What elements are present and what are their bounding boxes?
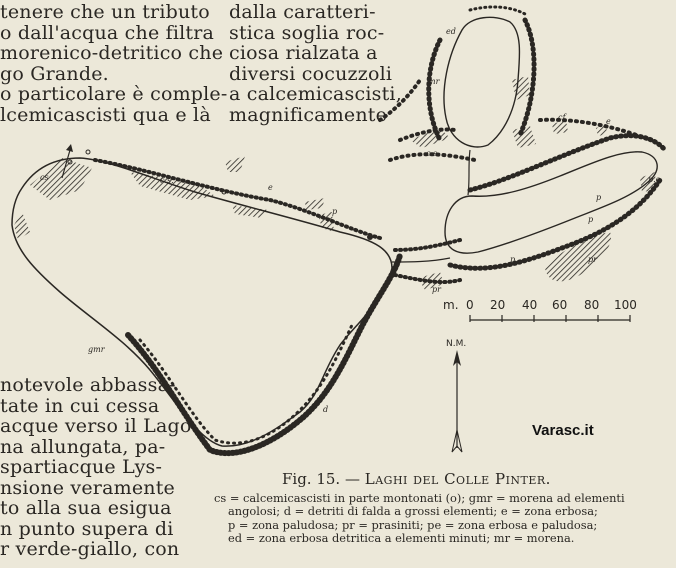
- scale-unit: m.: [443, 298, 459, 312]
- map-label: p: [596, 193, 602, 202]
- north-label: N.M.: [446, 339, 467, 349]
- text-line: magnificamente: [229, 103, 388, 126]
- scale-tick-label: 0: [466, 298, 474, 312]
- figure-caption: [282, 470, 551, 488]
- lake-upper-shoreline: [444, 17, 520, 147]
- scale-tick-label: 100: [614, 298, 637, 312]
- calcschist-hatch-mid2: [305, 198, 325, 210]
- scale-tick-label: 80: [584, 298, 600, 312]
- map-label: c.s.: [426, 149, 440, 158]
- text-line: o particolare è comple-: [0, 83, 228, 105]
- calcschist-hatch-small: [225, 156, 245, 172]
- north-arrow-icon: [452, 350, 462, 452]
- text-line: spartiacque Lys-: [0, 456, 163, 478]
- montonato-mark: [86, 150, 90, 154]
- map-label: gmr: [88, 345, 105, 354]
- map-label: p: [588, 215, 594, 224]
- legend-line: angolosi; d = detriti di falda a grossi elementi; e = zona erbosa;: [228, 504, 598, 519]
- text-line: na allungata, pa-: [0, 435, 166, 458]
- text-line: tate in cui cessa: [0, 394, 160, 417]
- figure-legend: [214, 492, 664, 546]
- map-label: d: [323, 405, 329, 414]
- watermark: Varasc.it: [532, 422, 594, 439]
- text-line: ciosa rialzata a: [229, 42, 378, 64]
- calcschist-hatch-cf: [552, 120, 568, 134]
- map-label: c.s.: [160, 176, 174, 185]
- lake-right-shoreline: [445, 152, 657, 253]
- calcschist-hatch-upper-right: [512, 76, 530, 100]
- scale-tick-label: 60: [552, 298, 568, 312]
- moraine-dots-big-lake: [128, 255, 400, 453]
- upper-lake-dots-top: [470, 7, 525, 14]
- montonato-mark: [367, 234, 373, 240]
- text-line: acque verso il Lago: [0, 415, 192, 437]
- map-label: e: [606, 117, 611, 126]
- map-label: mr: [428, 77, 440, 86]
- upper-lake-dots-left: [429, 40, 440, 140]
- map-label: pr: [588, 255, 597, 264]
- calcschist-hatch-central: [512, 126, 536, 148]
- moraine-dots-big-lake-inner: [140, 325, 352, 443]
- map-label: p: [510, 255, 516, 264]
- text-line: nsione veramente: [0, 476, 175, 499]
- lake-grande-shoreline: [12, 158, 392, 446]
- map-label: ed: [446, 27, 456, 36]
- prasinite-hatch-lower-right: [545, 232, 611, 281]
- legend-line: cs = calcemicascisti in parte montonati (o); gmr = morena ad elementi: [214, 491, 625, 505]
- text-line: a calcemicascisti,: [229, 83, 402, 105]
- right-lake-dots-upper: [470, 136, 665, 190]
- calcschist-hatch-edge: [14, 212, 30, 240]
- map-label: p.e: [648, 175, 661, 184]
- map-label: e: [268, 183, 273, 192]
- text-line: o dall'acqua che filtra: [0, 21, 215, 44]
- text-line: tenere che un tributo: [0, 1, 210, 23]
- legend-line: ed = zona erbosa detritica a elementi minuti; mr = morena.: [228, 531, 575, 546]
- figure-title: Laghi del Colle Pinter.: [364, 470, 551, 488]
- text-line: go Grande.: [0, 62, 109, 85]
- text-line: stica soglia roc-: [229, 21, 385, 44]
- legend-line: p = zona paludosa; pr = prasiniti; pe = zona erbosa e paludosa;: [228, 517, 598, 532]
- text-line: r verde-giallo, con: [0, 538, 180, 560]
- scale-tick-label: 40: [522, 298, 538, 312]
- text-line: notevole abbassa-: [0, 374, 176, 396]
- text-line: n punto supera di: [0, 517, 174, 540]
- text-line: diversi cocuzzoli: [229, 62, 393, 85]
- scale-tick-label: 20: [490, 298, 506, 312]
- text-line: dalla caratteri-: [229, 1, 376, 23]
- map-label: p: [332, 207, 338, 216]
- figure-number: Fig. 15. —: [282, 470, 360, 488]
- map-label: cf: [558, 113, 566, 122]
- text-line: lcemicascisti qua e là: [0, 103, 211, 126]
- map-label: cs: [40, 173, 49, 182]
- inflow-arrow-head: [66, 144, 73, 152]
- map-label: pr: [432, 285, 441, 294]
- text-line: to alla sua esigua: [0, 497, 172, 519]
- scale-bar: [470, 315, 630, 322]
- right-lake-dots-lower: [450, 180, 660, 268]
- text-line: morenico-detritico che: [0, 42, 224, 64]
